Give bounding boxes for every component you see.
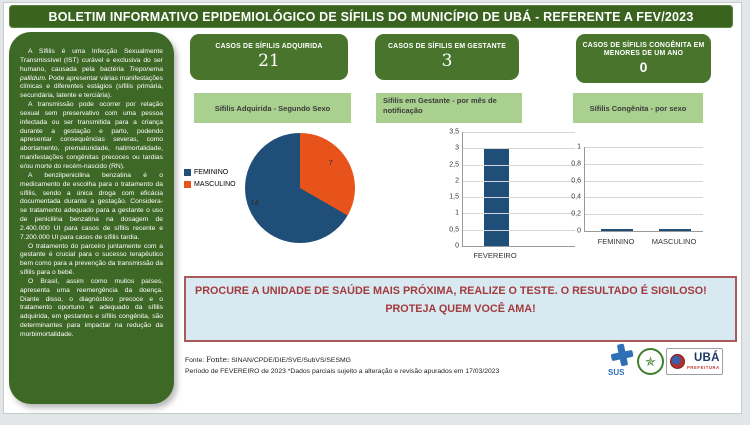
sidebar-paragraph-2: A transmissão pode ocorrer por relação sexual sem preservativo com uma pessoa infectada ou ser transmitida para a criança durante a gestação e parto, podendo apresentar consequências severas, como abortamento, prematuridade, natimortalidade, manifestações congênitas precoces ou tardias e/ou morte do recém-nascido (RN). [20, 101, 163, 170]
pie-data-label-feminino: 14 [250, 197, 259, 207]
bulletin-page [3, 2, 742, 414]
legend-item-masculino [184, 181, 236, 188]
y-tick-label: 3 [455, 144, 459, 152]
uba-logo-text: UBÁ [693, 352, 720, 365]
y-tick-label: 1 [577, 143, 581, 151]
legend-label: MASCULINO [194, 181, 236, 188]
plot-area [584, 147, 703, 232]
y-tick-label: 0,8 [571, 160, 581, 168]
stat-card-label: CASOS DE SÍFILIS CONGÊNITA EM MENORES DE UM ANO [582, 41, 705, 58]
sidebar-paragraph-4: O tratamento do parceiro juntamente com a gestante é crucial para o sucesso terapêutico bem como para a prevenção da transmissão da sífilis para o bebê. [20, 242, 163, 277]
stat-card-value: 0 [639, 59, 648, 76]
uba-crest-icon [670, 354, 685, 369]
title-banner [9, 5, 733, 28]
stat-card-sifilis-adquirida [190, 34, 348, 80]
chart-title-text: Sífilis Congênita - por sexo [589, 103, 687, 113]
gridline [585, 181, 703, 182]
stat-card-sifilis-gestante [375, 34, 519, 80]
y-tick-label: 3,5 [449, 128, 459, 136]
pie-legend [184, 169, 236, 188]
legend-item-feminino [184, 169, 236, 176]
y-tick-label: 1 [455, 209, 459, 217]
y-tick-label: 0 [577, 227, 581, 235]
x-axis-label-masculino: MASCULINO [651, 237, 697, 246]
pie-data-label-masculino: 7 [328, 158, 333, 168]
bar-masculino [659, 229, 691, 231]
prefeitura-logo-text: PREFEITURA [687, 364, 720, 370]
uba-prefeitura-logo [666, 348, 723, 375]
sidebar-paragraph-1 [20, 48, 163, 101]
y-tick-label: 2 [455, 177, 459, 185]
pie-chart [245, 133, 355, 243]
sidebar-p1-post: Pode apresentar várias manifestações clínicas e diferentes estágios (sífilis primária, secundária, latente e terciária). [20, 74, 163, 100]
alert-line-1: PROCURE A UNIDADE DE SAÚDE MAIS PRÓXIMA, REALIZE O TESTE. O RESULTADO É SIGILOSO! [195, 285, 707, 297]
page-title: BOLETIM INFORMATIVO EPIDEMIOLÓGICO DE SÍFILIS DO MUNICÍPIO DE UBÁ - REFERENTE A FEV/2023 [48, 9, 694, 24]
gridline [585, 164, 703, 165]
gridline [585, 214, 703, 215]
source-line [185, 355, 351, 364]
fonte-label-serif: Fonte: [206, 355, 230, 364]
legend-swatch-feminino [184, 169, 191, 176]
fonte-label: Fonte: [185, 357, 205, 364]
x-axis-label: FEVEREIRO [473, 251, 517, 260]
gridline [585, 147, 703, 148]
sus-logo [608, 344, 636, 378]
stat-card-label: CASOS DE SÍFILIS ADQUIRIDA [215, 42, 323, 50]
y-tick-label: 0 [455, 242, 459, 250]
sidebar-paragraph-5: O Brasil, assim como muitos países, apresenta uma reemergência da doença. Diante disso, o diagnóstico precoce e o tratamento oportuno e adequado da sífilis adquirida, em gestantes e sífilis congênita, são determinantes para impactar na redução da morbimortalidade. [20, 277, 163, 338]
sidebar-p1-text: A Sífilis é uma Infecção Sexualmente Transmissível (IST) curável e exclusiva do ser humano, causada pela bactéria [20, 48, 163, 73]
chart-title-adquirida [194, 93, 351, 123]
gridline [463, 132, 575, 133]
chart-title-congenita [573, 93, 703, 123]
fonte-value: SINAN/CPDE/DIE/SVE/SubVS/SESMG [231, 357, 351, 364]
sus-cross-icon [609, 342, 635, 368]
stat-card-value: 3 [441, 50, 453, 71]
bar-feminino [601, 229, 633, 231]
legend-label: FEMININO [194, 169, 229, 176]
sidebar-p1-italic: Treponema pallidum. [20, 65, 163, 82]
y-tick-label: 0,5 [449, 226, 459, 234]
uba-logo-text-group [687, 353, 720, 370]
chart-title-text: Sífilis Adquirida - Segundo Sexo [214, 103, 331, 113]
x-axis-label-feminino: FEMININO [597, 237, 635, 246]
stat-card-value: 21 [258, 50, 280, 71]
y-tick-label: 0,4 [571, 193, 581, 201]
legend-swatch-masculino [184, 181, 191, 188]
stat-card-label: CASOS DE SÍFILIS EM GESTANTE [387, 42, 507, 50]
y-axis-ticks [432, 128, 462, 250]
chart-title-text: Sífilis em Gestante - por mês de notificação [383, 96, 497, 115]
municipal-emblem-icon: ✯ [637, 348, 664, 375]
alert-line-2: PROTEJA QUEM VOCÊ AMA! [385, 302, 536, 315]
sidebar-paragraph-3: A benzilpenicilina benzatina é o medicamento de escolha para o tratamento da sífilis, sendo a única droga com eficácia documentada durante a gestação. Considera-se tratamento adequado para a gestante o uso de penicilina benzatina na dosagem de 2.400.000 UI para casos de sífilis recente e 7.200.000 UI para casos de sífilis tardia. [20, 171, 163, 241]
y-tick-label: 2,5 [449, 161, 459, 169]
y-tick-label: 0,6 [571, 177, 581, 185]
alert-box [184, 276, 737, 342]
bar-chart-congenita [554, 143, 734, 257]
sus-logo-text: SUS [608, 368, 625, 377]
y-tick-label: 1,5 [449, 193, 459, 201]
chart-title-gestante [376, 93, 522, 123]
gridline [585, 197, 703, 198]
y-tick-label: 0,2 [571, 210, 581, 218]
stat-card-sifilis-congenita [576, 34, 711, 83]
info-sidebar [9, 32, 174, 404]
period-line: Período de FEVEREIRO de 2023 *Dados parciais sujeito a alteração e revisão apurados em 17/03/2023 [185, 368, 500, 375]
y-axis-ticks [554, 143, 584, 235]
